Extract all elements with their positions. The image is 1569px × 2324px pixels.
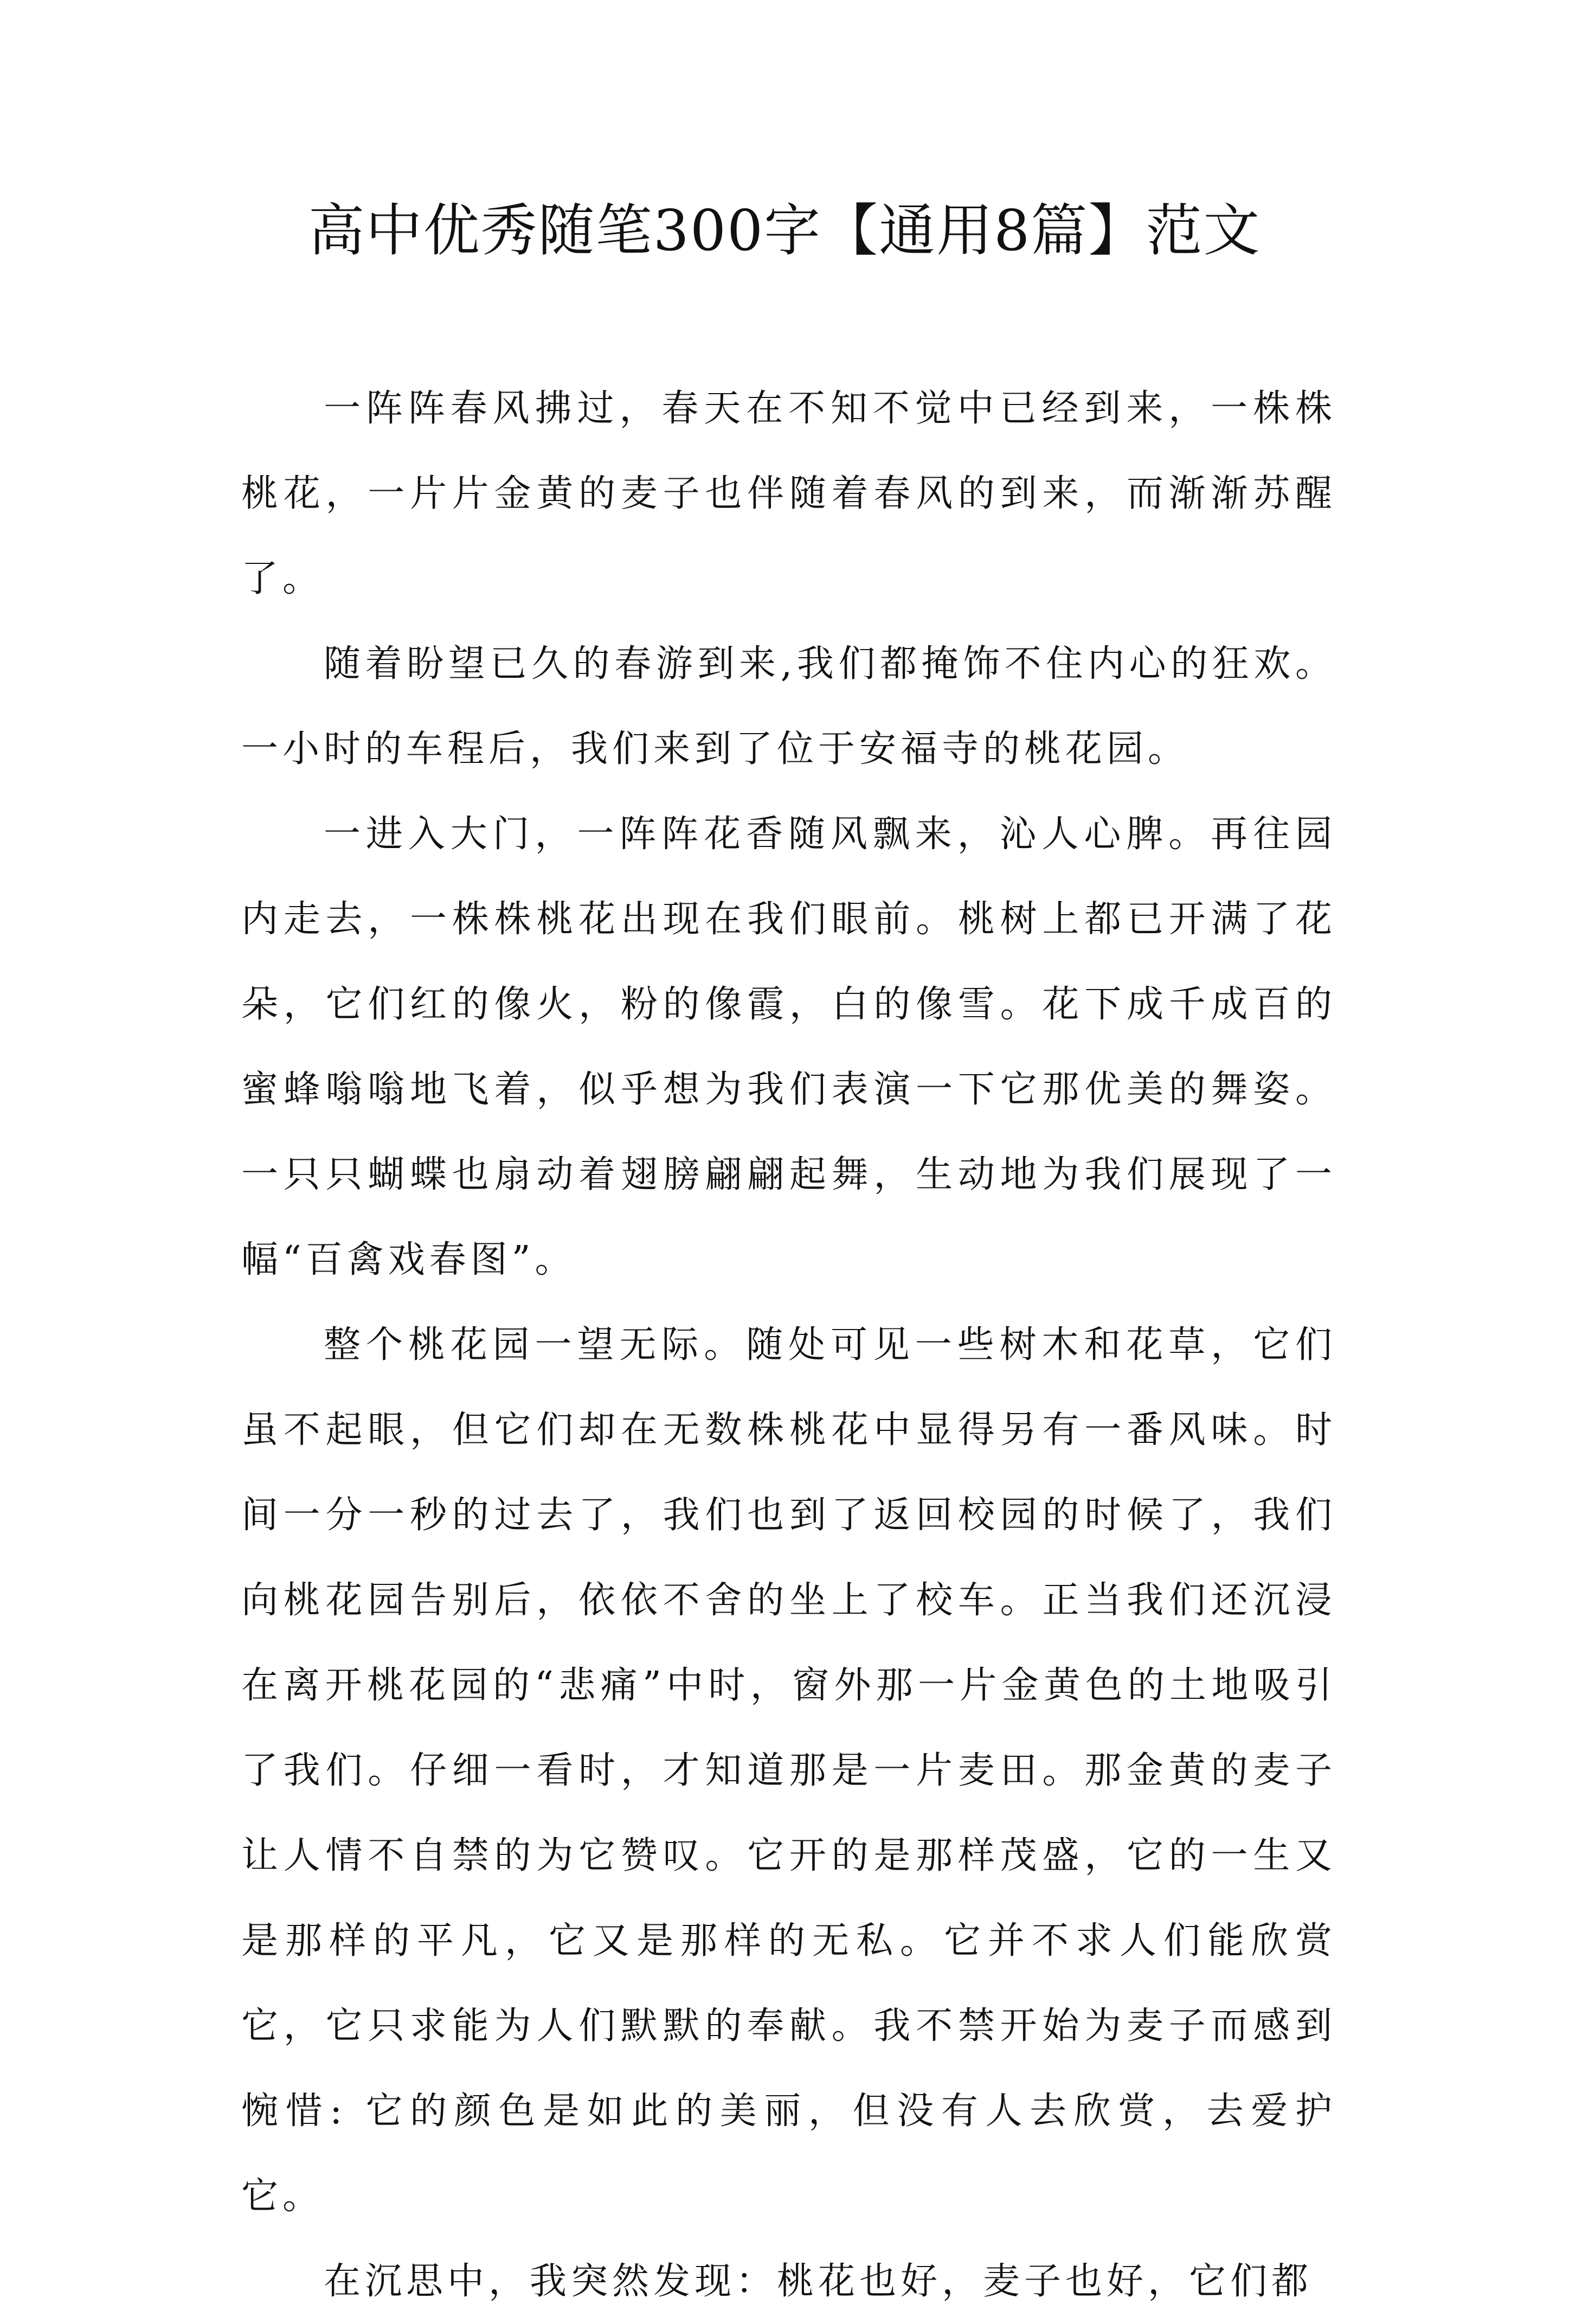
paragraph: 一阵阵春风拂过，春天在不知不觉中已经到来，一株株桃花，一片片金黄的麦子也伴随着春风的到来，而渐渐苏醒了。: [241, 387, 1336, 600]
paragraph: 整个桃花园一望无际。随处可见一些树木和花草，它们虽不起眼，但它们却在无数株桃花中显得另有一番风味。时间一分一秒的过去了，我们也到了返回校园的时候了，我们向桃花园告别后，依依不舍的坐上了校车。正当我们还沉浸在离开桃花园的“悲痛”中时，窗外那一片金黄色的土地吸引了我们。仔细一看时，才知道那是一片麦田。那金黄的麦子让人情不自禁的为它赞叹。它开的是那样茂盛，它的一生又是那样的平凡，它又是那样的无私。它并不求人们能欣赏它，它只求能为人们默默的奉献。我不禁开始为麦子而感到惋惜: 它的颜色是如此的美丽，但没有人去欣赏，去爱护它。: [241, 1324, 1336, 2218]
document-body: [241, 366, 1336, 2324]
document-title: 高中优秀随笔300字【通用8篇】范文: [308, 197, 1261, 264]
paragraph: 随着盼望已久的春游到来,我们都掩饰不住内心的狂欢。一小时的车程后，我们来到了位于安福寺的桃花园。: [241, 643, 1336, 771]
paragraph: 一进入大门，一阵阵花香随风飘来，沁人心脾。再往园内走去，一株株桃花出现在我们眼前。桃树上都已开满了花朵，它们红的像火，粉的像霞，白的像雪。花下成千成百的蜜蜂嗡嗡地飞着，似乎想为我们表演一下它那优美的舞姿。一只只蝴蝶也扇动着翅膀翩翩起舞，生动地为我们展现了一幅“百禽戏春图”。: [241, 813, 1336, 1281]
paragraph: 在沉思中，我突然发现：桃花也好，麦子也好，它们都: [324, 2260, 1313, 2303]
